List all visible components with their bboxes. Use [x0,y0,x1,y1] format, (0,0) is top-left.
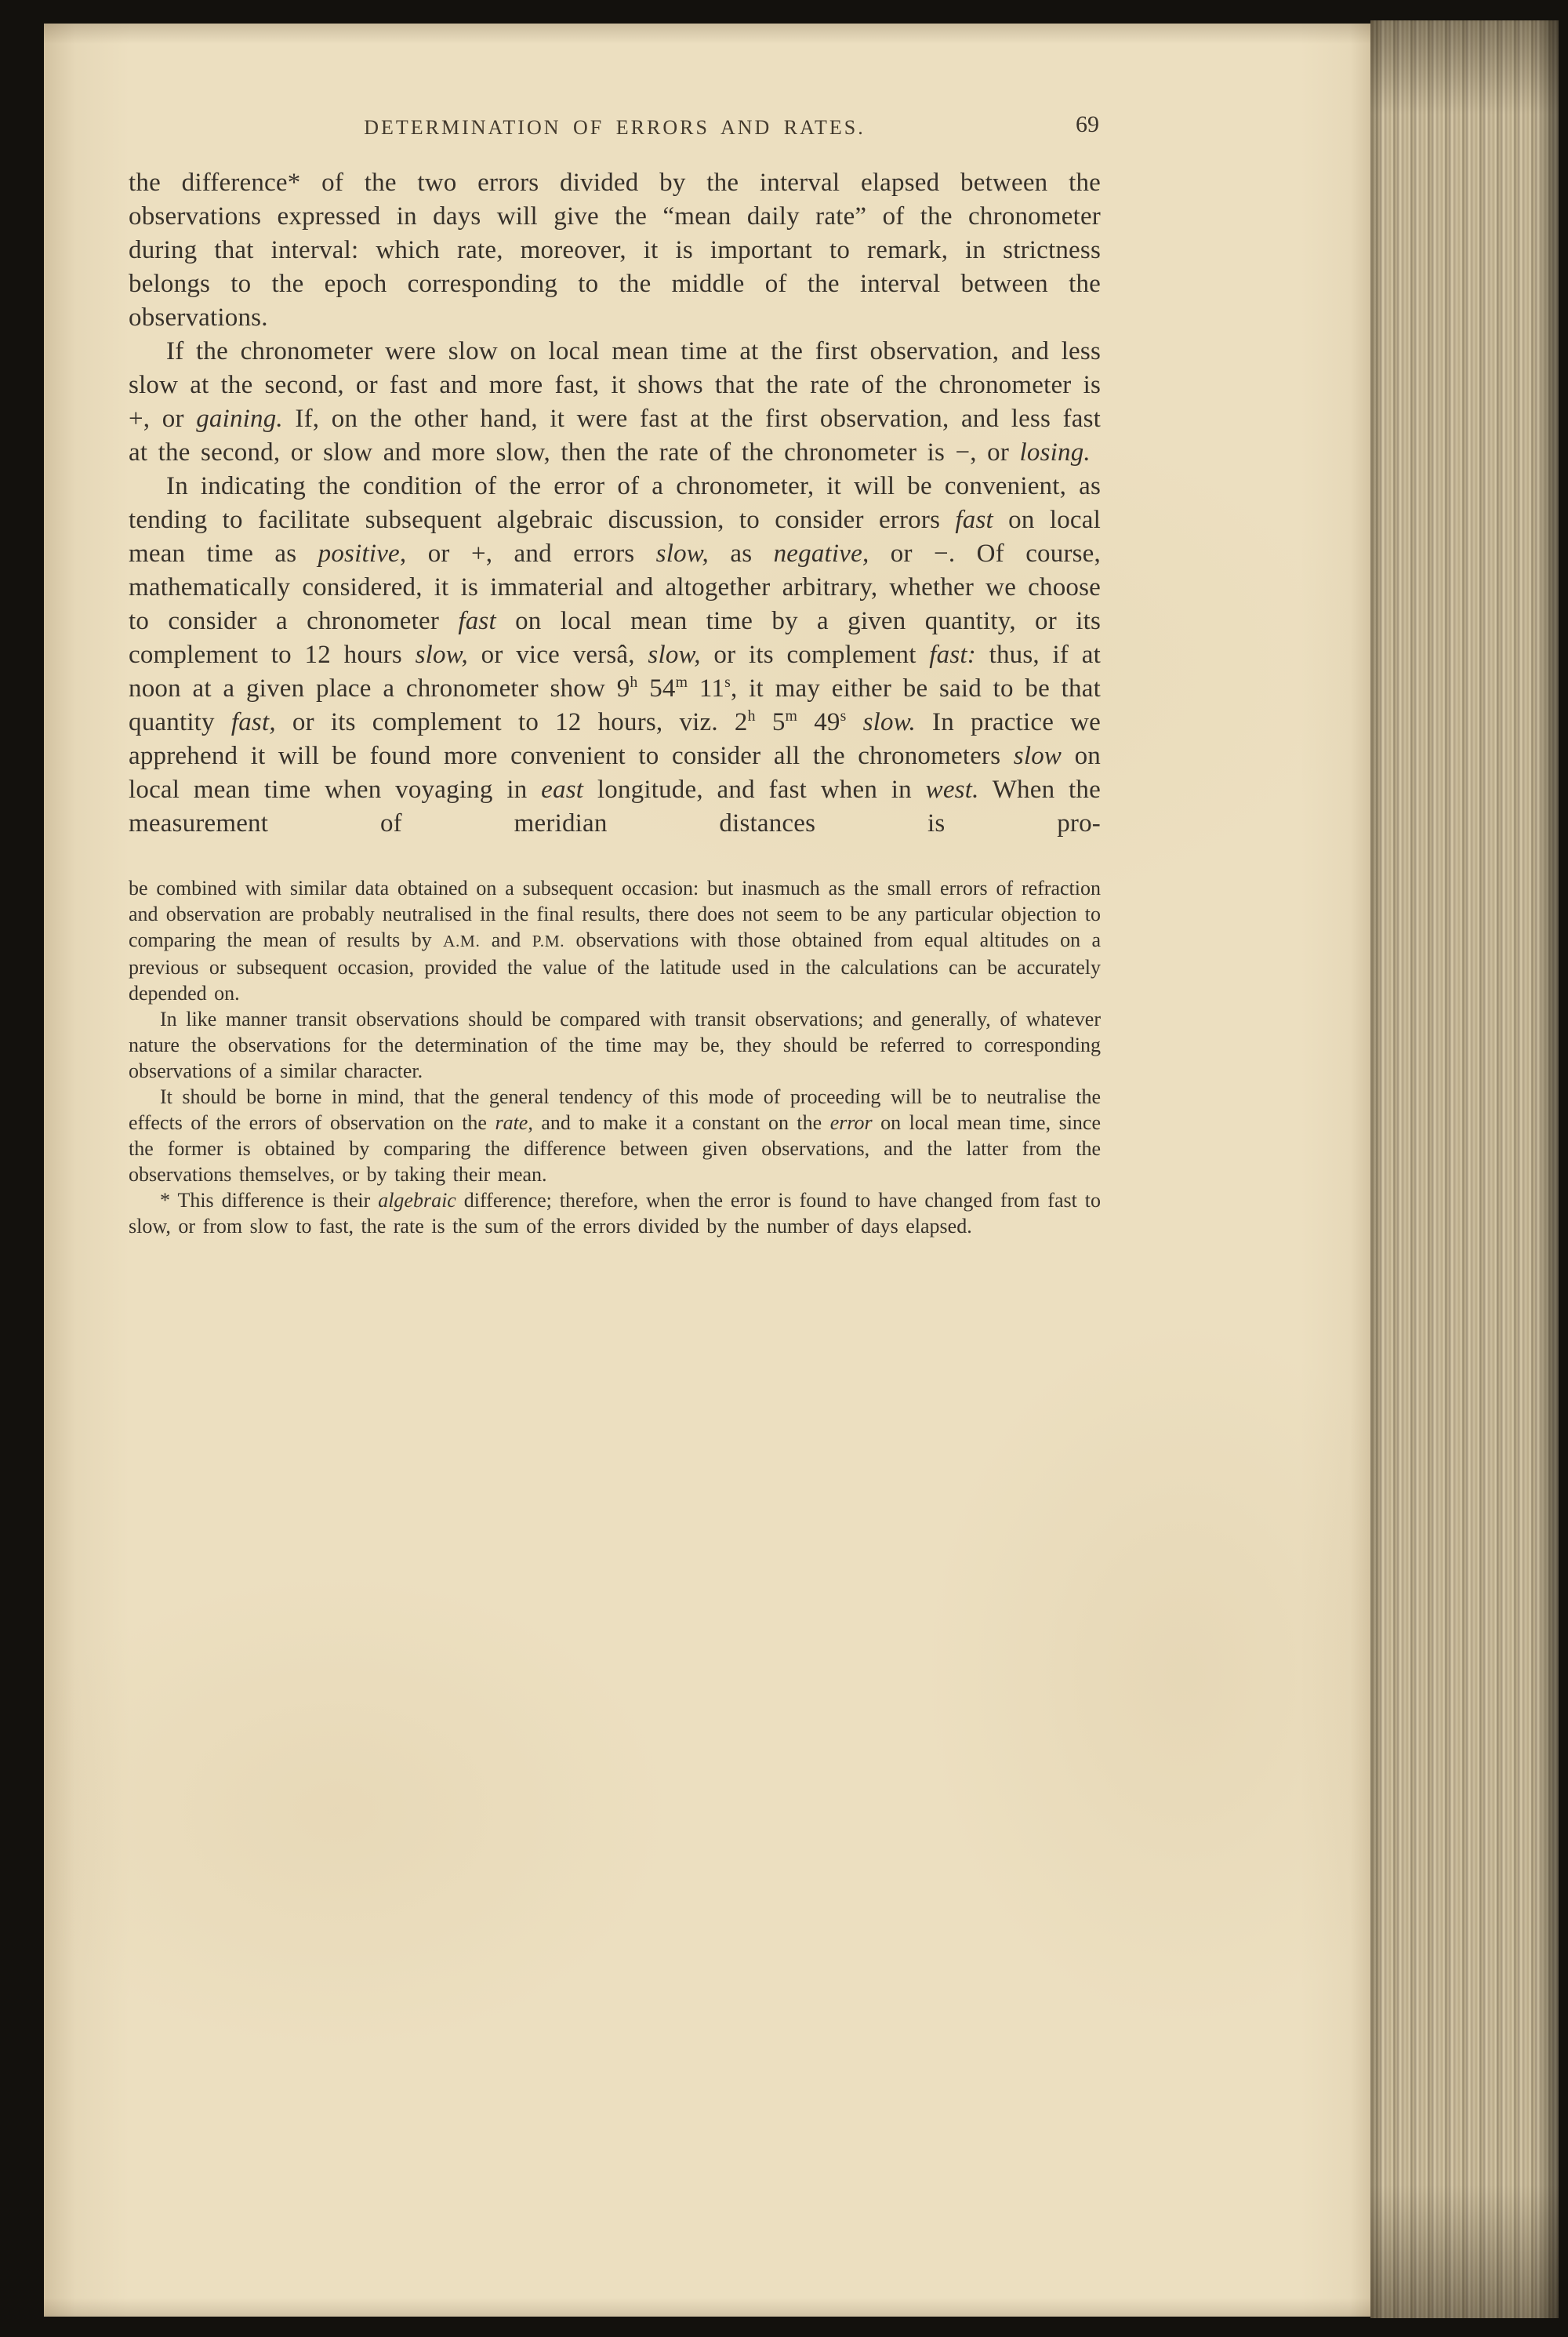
text-column [129,111,1102,1239]
footnote-paragraph-2: In like manner transit observations should be compared with transit observations; and generally, of whatever nature the observations for the determination of the time may be, they should be referred to corresponding observations of a similar character. [129,1008,1101,1082]
footnote-paragraph-3: It should be borne in mind, that the general tendency of this mode of proceeding will be to neutralise the effects of the errors of observation on the rate, and to make it a constant on the error on local mean time, since the former is obtained by comparing the difference between given observations, and the latter from the observations themselves, or by taking their mean. [129,1085,1102,1186]
body-paragraph-3: In indicating the condition of the error of a chronometer, it will be convenient, as tending to facilitate subsequent algebraic discussion, to consider errors fast on local mean time as positive, or +, and errors slow, as negative, or −. Of course, mathematically considered, it is immaterial and altogether arbitrary, whether we choose to consider a chronometer fast on local mean time by a given quantity, or its complement to 12 hours slow, or vice versâ, slow, or its complement fast: thus, if at noon at a given place a chronometer show 9$^h$ 54$^m$ 11$^s$, it may either be said to be that quantity fast, or its complement to 12 hours, viz. 2$^h$ 5$^m$ 49$^s$ slow. In practice we apprehend it will be found more convenient to consider all the chronometers slow on local mean time when voyaging in east longitude, and fast when in west. When the measurement of meridian distances is pro- [129,472,1102,838]
footnote-paragraph-4: * This difference is their algebraic difference; therefore, when the error is found to have changed from fast to slow, or from slow to fast, the rate is the sum of the errors divided by the number of days elapsed. [129,1189,1101,1238]
body-paragraph-1: the difference* of the two errors divided by the interval elapsed between the observations expressed in days will give the “mean daily rate” of the chronometer during that interval: which rate, moreover, it is important to remark, in strictness belongs to the epoch corresponding to the middle of the interval between the observations. [129,169,1101,332]
page-number: 69 [1076,111,1099,137]
body-text [129,166,1101,841]
body-paragraph-2: If the chronometer were slow on local mean time at the first observation, and less slow at the second, or fast and more fast, it shows that the rate of the chronometer is +, or gaining. If, on the other hand, it were fast at the first observation, and less fast at the second, or slow and more slow, then the rate of the chronometer is −, or losing. [129,337,1101,467]
running-title: DETERMINATION OF ERRORS AND RATES. [364,116,866,139]
page-edges-texture [1370,20,1559,2318]
footnote-paragraph-1: be combined with similar data obtained on a subsequent occasion: but inasmuch as the small errors of refraction and observation are probably neutralised in the final results, there does not seem to be any particular objection to comparing the mean of results by A.M. and P.M. observations with those obtained from equal altitudes on a previous or subsequent occasion, provided the value of the latitude used in the calculations can be accurately depended on. [129,877,1102,1005]
page-header [129,111,1101,157]
footnotes-section [129,875,1101,1239]
page-paper [44,24,1370,2317]
